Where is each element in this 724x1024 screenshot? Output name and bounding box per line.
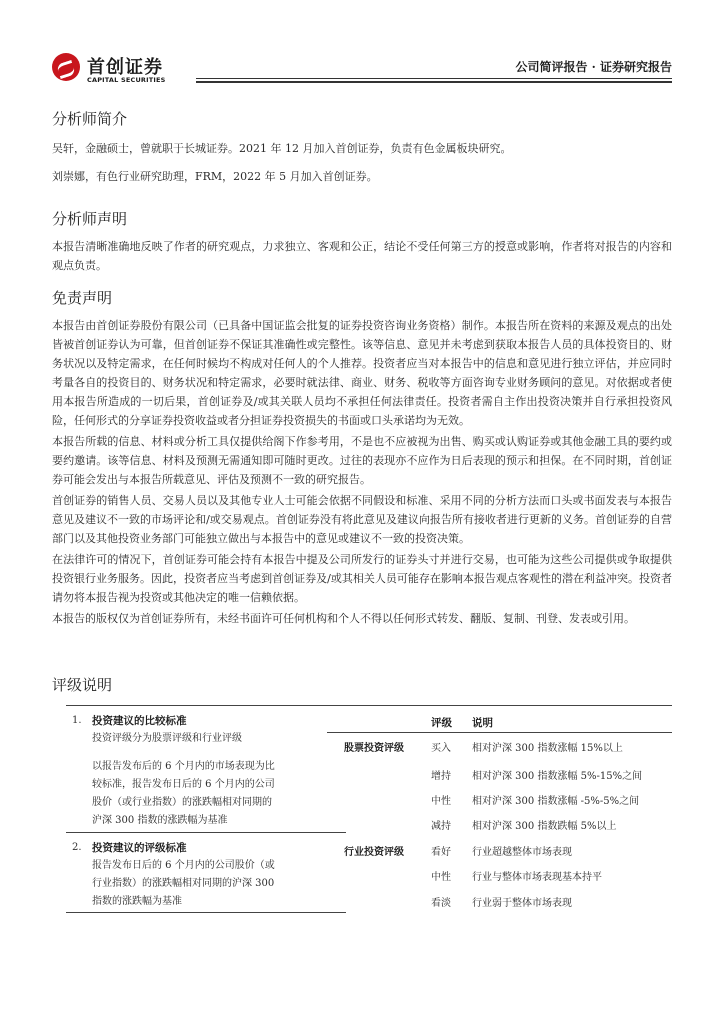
- description-cell: 相对沪深 300 指数涨幅 5%-15%之间: [472, 771, 643, 782]
- criteria-number: 1.: [72, 715, 82, 726]
- criteria-line: 较标准，报告发布日后的 6 个月内的公司: [92, 779, 275, 790]
- analyst-intro-paragraph: 吴轩，金融硕士，曾就职于长城证券。2021 年 12 月加入首创证券，负责有色金属板块研究。: [52, 142, 512, 155]
- disclaimer-heading: 免责声明: [52, 289, 113, 307]
- criteria-bottom-rule: [66, 912, 346, 913]
- rating-cell: 中性: [431, 796, 451, 807]
- rating-cell: 中性: [431, 872, 451, 883]
- rating-explanation: [52, 705, 672, 915]
- stock-rating-label: 股票投资评级: [344, 743, 404, 754]
- criteria-title: 投资建议的比较标准: [92, 715, 187, 727]
- disclaimer-paragraph: 本报告所载的信息、材料或分析工具仅提供给阁下作参考用，不是也不应被视为出售、购买或认购证券或其他金融工具的要约或要约邀请。该等信息、材料及预测无需通知即可随时更改。过往的表现亦不应作为日后表现的预示和担保。在不同时期，首创证券可能会发出与本报告所载意见、评估及预测不一致的研究报告。: [52, 435, 672, 486]
- table-header-description: 说明: [472, 717, 493, 729]
- rating-cell: 减持: [431, 821, 451, 832]
- logo-brand-en: CAPITAL SECURITIES: [87, 76, 166, 84]
- description-cell: 相对沪深 300 指数涨幅 -5%-5%之间: [472, 796, 640, 807]
- criteria-line: 沪深 300 指数的涨跌幅为基准: [92, 815, 228, 826]
- disclaimer-paragraph: 本报告的版权仅为首创证券所有，未经书面许可任何机构和个人不得以任何形式转发、翻版、复制、刊登、发表或引用。: [52, 612, 635, 625]
- criteria-title: 投资建议的评级标准: [92, 842, 187, 854]
- analyst-intro-paragraph: 刘崇娜，有色行业研究助理，FRM，2022 年 5 月加入首创证券。: [52, 170, 378, 183]
- criteria-mid-rule: [66, 832, 346, 833]
- description-cell: 相对沪深 300 指数跌幅 5%以上: [472, 821, 617, 832]
- disclaimer-paragraph: 在法律许可的情况下，首创证券可能会持有本报告中提及公司所发行的证券头寸并进行交易，也可能为这些公司提供或争取提供投资银行业务服务。因此，投资者应当考虑到首创证券及/或其相关人员可能存在影响本报告观点客观性的潜在利益冲突。投资者请勿将本报告视为投资或其他决定的唯一信赖依据。: [52, 553, 672, 604]
- rating-heading: 评级说明: [52, 676, 113, 694]
- header-divider: [196, 78, 672, 79]
- rating-cell: 增持: [431, 771, 451, 782]
- criteria-line: 投资评级分为股票评级和行业评级: [92, 733, 242, 744]
- criteria-number: 2.: [72, 842, 82, 853]
- analyst-statement-heading: 分析师声明: [52, 210, 128, 228]
- criteria-line: 指数的涨跌幅为基准: [92, 896, 182, 907]
- disclaimer-paragraph: 首创证券的销售人员、交易人员以及其他专业人士可能会依据不同假设和标准、采用不同的分析方法而口头或书面发表与本报告意见及建议不一致的市场评论和/或交易观点。首创证券没有将此意见及建议向报告所有接收者进行更新的义务。首创证券的自营部门以及其他投资业务部门可能独立做出与本报告中的意见或建议不一致的投资决策。: [52, 494, 672, 545]
- criteria-line: 报告发布日后的 6 个月内的公司股价（或: [92, 860, 275, 871]
- criteria-top-rule: [66, 705, 346, 706]
- logo-brand-cn: 首创证券: [87, 57, 163, 78]
- table-top-rule: [327, 705, 672, 706]
- table-header-rating: 评级: [431, 717, 452, 729]
- header-divider-thick: [196, 81, 672, 83]
- rating-cell: 买入: [431, 743, 451, 754]
- page-header: [0, 0, 724, 86]
- logo-mark-icon: [52, 53, 80, 81]
- criteria-line: 股价（或行业指数）的涨跌幅相对同期的: [92, 797, 272, 808]
- report-type: 公司简评报告 · 证券研究报告: [515, 60, 672, 74]
- disclaimer-paragraph: 本报告由首创证券股份有限公司（已具备中国证监会批复的证券投资咨询业务资格）制作。本报告所在资料的来源及观点的出处皆被首创证券认为可靠，但首创证券不保证其准确性或完整性。该等信息、意见并未考虑到获取本报告人员的具体投资目的、财务状况以及特定需求，在任何时候均不构成对任何人的个人推荐。投资者应当对本报告中的信息和意见进行独立评估，并应同时考量各自的投资目的、财务状况和特定需求，必要时就法律、商业、财务、税收等方面咨询专业财务顾问的意见。对依据或者使用本报告所造成的一切后果，首创证券及/或其关联人员均不承担任何法律责任。投资者需自主作出投资决策并自行承担投资风险，任何形式的分享证券投资收益或者分担证券投资损失的书面或口头承诺均为无效。: [52, 319, 672, 427]
- criteria-line: 以报告发布后的 6 个月内的市场表现为比: [92, 761, 275, 772]
- rating-cell: 看好: [431, 847, 451, 858]
- industry-rating-label: 行业投资评级: [344, 847, 404, 858]
- description-cell: 相对沪深 300 指数涨幅 15%以上: [472, 743, 623, 754]
- description-cell: 行业与整体市场表现基本持平: [472, 872, 602, 883]
- analyst-statement-paragraph: 本报告清晰准确地反映了作者的研究观点，力求独立、客观和公正，结论不受任何第三方的授意或影响，作者将对报告的内容和观点负责。: [52, 240, 672, 272]
- criteria-line: 行业指数）的涨跌幅相对同期的沪深 300: [92, 878, 275, 889]
- report-body: [52, 108, 672, 628]
- description-cell: 行业弱于整体市场表现: [472, 898, 572, 909]
- description-cell: 行业超越整体市场表现: [472, 847, 572, 858]
- capital-securities-logo: [52, 53, 192, 85]
- table-header-rule: [327, 732, 672, 733]
- analyst-intro-heading: 分析师简介: [52, 110, 128, 128]
- rating-cell: 看淡: [431, 898, 451, 909]
